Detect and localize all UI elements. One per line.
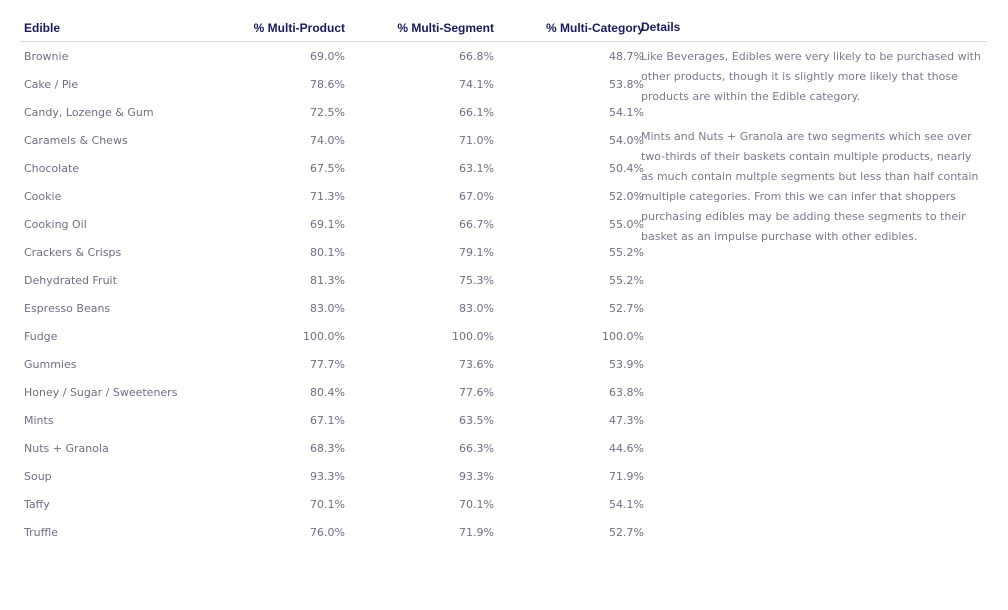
cell-multi-product: 80.1%: [310, 245, 345, 259]
cell-multi-segment: 75.3%: [459, 273, 494, 287]
cell-edible: Espresso Beans: [24, 301, 111, 315]
cell-edible: Brownie: [24, 49, 69, 63]
table-body: [20, 42, 648, 547]
cell-multi-segment: 66.1%: [459, 105, 494, 119]
cell-multi-category: 63.8%: [609, 385, 644, 399]
table-row: [20, 154, 648, 182]
cell-multi-segment: 66.8%: [459, 49, 494, 63]
cell-edible: Crackers & Crisps: [24, 245, 122, 259]
cell-multi-product: 69.0%: [310, 49, 345, 63]
cell-multi-product: 100.0%: [303, 329, 345, 343]
cell-multi-category: 52.7%: [609, 525, 644, 539]
table-row: [20, 378, 648, 406]
details-paragraph: Mints and Nuts + Granola are two segments which see over two-thirds of their baskets contain multiple products, nearly as much contain multple segments but less than half contain multiple categories. From this we can infer that shoppers purchasing edibles may be adding these segments to their basket as an impulse purchase with other edibles.: [641, 130, 979, 243]
cell-multi-product: 72.5%: [310, 105, 345, 119]
cell-multi-segment: 66.3%: [459, 441, 494, 455]
table-row: [20, 518, 648, 546]
cell-edible: Dehydrated Fruit: [24, 273, 117, 287]
cell-multi-product: 78.6%: [310, 77, 345, 91]
cell-multi-product: 76.0%: [310, 525, 345, 539]
cell-multi-segment: 71.0%: [459, 133, 494, 147]
table-row: [20, 434, 648, 462]
cell-edible: Mints: [24, 413, 54, 427]
details-title: Details: [637, 14, 987, 42]
cell-multi-product: 68.3%: [310, 441, 345, 455]
table-row: [20, 210, 648, 238]
cell-edible: Candy, Lozenge & Gum: [24, 105, 154, 119]
cell-multi-category: 55.2%: [609, 245, 644, 259]
column-header-multi-segment: % Multi-Segment: [349, 14, 498, 42]
cell-multi-category: 54.1%: [609, 497, 644, 511]
cell-multi-product: 69.1%: [310, 217, 345, 231]
cell-multi-segment: 79.1%: [459, 245, 494, 259]
cell-multi-product: 83.0%: [310, 301, 345, 315]
cell-edible: Chocolate: [24, 161, 80, 175]
table-row: [20, 126, 648, 154]
cell-multi-segment: 83.0%: [459, 301, 494, 315]
cell-multi-category: 53.9%: [609, 357, 644, 371]
cell-multi-product: 71.3%: [310, 189, 345, 203]
details-panel: [637, 14, 987, 247]
cell-multi-segment: 70.1%: [459, 497, 494, 511]
cell-multi-product: 74.0%: [310, 133, 345, 147]
cell-multi-category: 44.6%: [609, 441, 644, 455]
table-row: [20, 42, 648, 71]
cell-multi-product: 81.3%: [310, 273, 345, 287]
column-header-multi-category: % Multi-Category: [498, 14, 648, 42]
cell-edible: Honey / Sugar / Sweeteners: [24, 385, 178, 399]
table-row: [20, 266, 648, 294]
cell-multi-segment: 67.0%: [459, 189, 494, 203]
cell-multi-category: 55.0%: [609, 217, 644, 231]
table-row: [20, 98, 648, 126]
cell-multi-segment: 77.6%: [459, 385, 494, 399]
cell-multi-category: 52.7%: [609, 301, 644, 315]
cell-multi-segment: 100.0%: [452, 329, 494, 343]
cell-edible: Taffy: [24, 497, 50, 511]
cell-edible: Fudge: [24, 329, 58, 343]
cell-multi-segment: 73.6%: [459, 357, 494, 371]
cell-edible: Cookie: [24, 189, 62, 203]
cell-multi-category: 71.9%: [609, 469, 644, 483]
table-row: [20, 70, 648, 98]
cell-multi-product: 67.1%: [310, 413, 345, 427]
cell-multi-category: 55.2%: [609, 273, 644, 287]
table-row: [20, 238, 648, 266]
table-row: [20, 322, 648, 350]
table-row: [20, 350, 648, 378]
cell-multi-segment: 93.3%: [459, 469, 494, 483]
cell-edible: Gummies: [24, 357, 77, 371]
table-row: [20, 490, 648, 518]
cell-multi-segment: 74.1%: [459, 77, 494, 91]
cell-edible: Nuts + Granola: [24, 441, 109, 455]
cell-multi-segment: 66.7%: [459, 217, 494, 231]
cell-edible: Cooking Oil: [24, 217, 87, 231]
cell-multi-category: 50.4%: [609, 161, 644, 175]
table-row: [20, 294, 648, 322]
cell-multi-segment: 63.1%: [459, 161, 494, 175]
details-paragraph: Like Beverages, Edibles were very likely to be purchased with other products, though it is slightly more likely that those products are within the Edible category.: [641, 50, 981, 103]
cell-multi-category: 54.0%: [609, 133, 644, 147]
cell-multi-category: 47.3%: [609, 413, 644, 427]
cell-multi-product: 93.3%: [310, 469, 345, 483]
cell-multi-category: 54.1%: [609, 105, 644, 119]
edibles-basket-table: [20, 14, 648, 546]
table-row: [20, 462, 648, 490]
cell-edible: Caramels & Chews: [24, 133, 128, 147]
table-header-row: [20, 14, 648, 42]
cell-edible: Soup: [24, 469, 52, 483]
cell-multi-product: 70.1%: [310, 497, 345, 511]
cell-multi-product: 77.7%: [310, 357, 345, 371]
cell-multi-segment: 63.5%: [459, 413, 494, 427]
column-header-multi-product: % Multi-Product: [228, 14, 349, 42]
cell-multi-category: 48.7%: [609, 49, 644, 63]
cell-multi-category: 52.0%: [609, 189, 644, 203]
table-row: [20, 182, 648, 210]
cell-multi-segment: 71.9%: [459, 525, 494, 539]
cell-edible: Truffle: [24, 525, 58, 539]
column-header-edible: Edible: [20, 14, 228, 42]
cell-edible: Cake / Pie: [24, 77, 79, 91]
cell-multi-product: 80.4%: [310, 385, 345, 399]
table-row: [20, 406, 648, 434]
cell-multi-product: 67.5%: [310, 161, 345, 175]
cell-multi-category: 100.0%: [602, 329, 644, 343]
cell-multi-category: 53.8%: [609, 77, 644, 91]
